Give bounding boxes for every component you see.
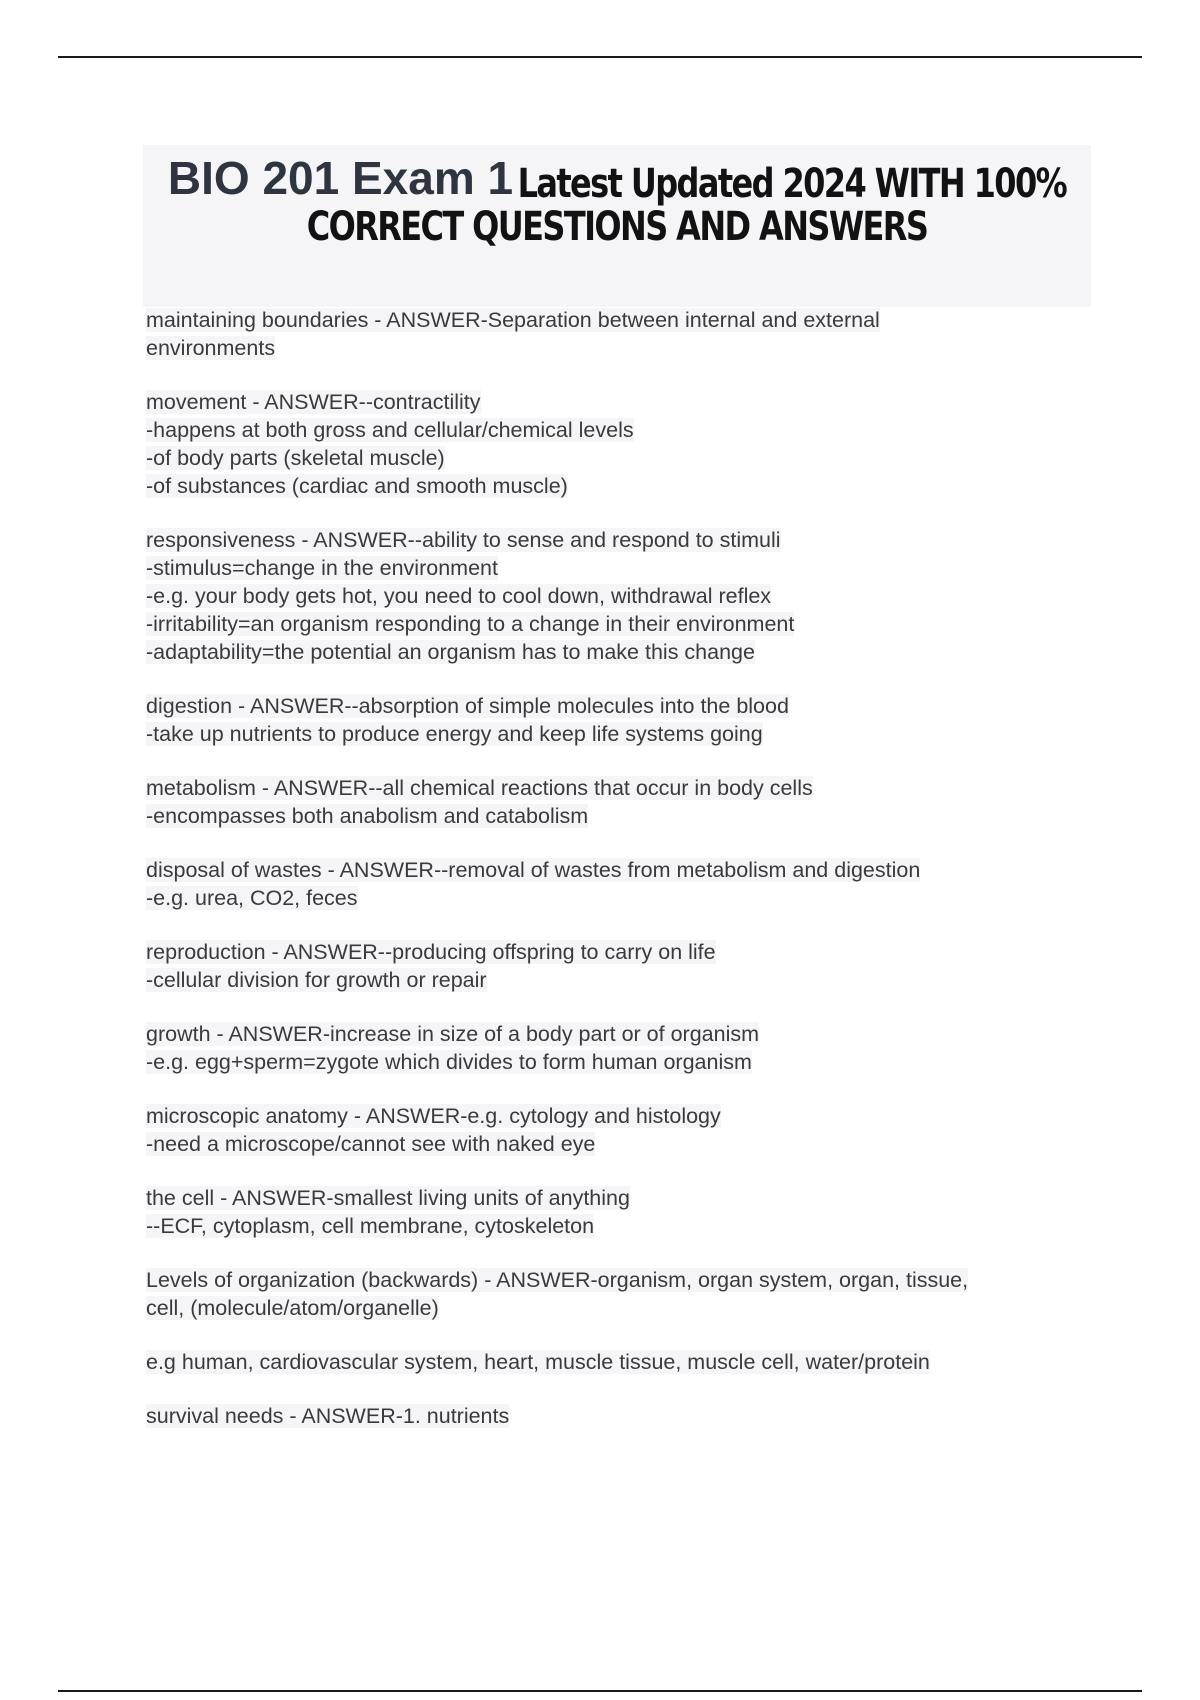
qa-entry — [146, 1402, 1086, 1430]
qa-line-text: --ECF, cytoplasm, cell membrane, cytoskeleton — [146, 1214, 595, 1238]
qa-line — [146, 802, 1086, 830]
qa-entry — [146, 1102, 1086, 1158]
qa-line — [146, 1020, 1086, 1048]
qa-line-text: growth - ANSWER-increase in size of a body part or of organism — [146, 1022, 760, 1046]
qa-line — [146, 334, 1086, 362]
qa-line-text: -of substances (cardiac and smooth muscle) — [146, 474, 568, 498]
qa-line — [146, 1348, 1086, 1376]
qa-list — [146, 306, 1086, 1456]
qa-line — [146, 306, 1086, 334]
qa-entry — [146, 856, 1086, 912]
qa-line — [146, 1130, 1086, 1158]
qa-entry — [146, 774, 1086, 830]
qa-line-text: -e.g. your body gets hot, you need to cool down, withdrawal reflex — [146, 584, 772, 608]
qa-entry — [146, 526, 1086, 666]
qa-line — [146, 966, 1086, 994]
title-subtitle-continued: CORRECT QUESTIONS AND ANSWERS — [306, 202, 928, 250]
title-subtitle: Latest Updated 2024 WITH 100% — [517, 159, 1067, 207]
qa-line — [146, 1102, 1086, 1130]
qa-line — [146, 416, 1086, 444]
qa-line — [146, 774, 1086, 802]
qa-line — [146, 638, 1086, 666]
qa-line — [146, 692, 1086, 720]
qa-line-text: -irritability=an organism responding to a change in their environment — [146, 612, 795, 636]
qa-entry — [146, 306, 1086, 362]
qa-line-text: -stimulus=change in the environment — [146, 556, 498, 580]
qa-line-text: the cell - ANSWER-smallest living units of anything — [146, 1186, 630, 1210]
qa-line — [146, 720, 1086, 748]
qa-entry — [146, 1184, 1086, 1240]
qa-line — [146, 1294, 1086, 1322]
qa-line-text: -take up nutrients to produce energy and keep life systems going — [146, 722, 763, 746]
bottom-rule — [58, 1690, 1142, 1692]
qa-line-text: -need a microscope/cannot see with naked eye — [146, 1132, 596, 1156]
qa-line — [146, 610, 1086, 638]
qa-line-text: -e.g. urea, CO2, feces — [146, 886, 358, 910]
qa-entry — [146, 692, 1086, 748]
qa-entry — [146, 388, 1086, 500]
qa-line — [146, 444, 1086, 472]
qa-line — [146, 1048, 1086, 1076]
qa-line-text: -e.g. egg+sperm=zygote which divides to form human organism — [146, 1050, 752, 1074]
qa-line-text: e.g human, cardiovascular system, heart, muscle tissue, muscle cell, water/protein — [146, 1350, 930, 1374]
qa-line-text: -encompasses both anabolism and catabolism — [146, 804, 589, 828]
title-banner — [143, 145, 1091, 307]
qa-line — [146, 554, 1086, 582]
qa-line-text: digestion - ANSWER--absorption of simple molecules into the blood — [146, 694, 789, 718]
qa-entry — [146, 938, 1086, 994]
title-line-1 — [143, 151, 1091, 205]
qa-line — [146, 526, 1086, 554]
qa-line-text: -cellular division for growth or repair — [146, 968, 487, 992]
qa-line-text: metabolism - ANSWER--all chemical reactions that occur in body cells — [146, 776, 813, 800]
qa-line-text: reproduction - ANSWER--producing offspring to carry on life — [146, 940, 716, 964]
qa-entry — [146, 1266, 1086, 1322]
qa-line — [146, 582, 1086, 610]
qa-line-text: maintaining boundaries - ANSWER-Separation between internal and external — [146, 308, 880, 332]
qa-entry — [146, 1020, 1086, 1076]
qa-line — [146, 1266, 1086, 1294]
qa-line — [146, 856, 1086, 884]
qa-line-text: -adaptability=the potential an organism has to make this change — [146, 640, 755, 664]
qa-line — [146, 472, 1086, 500]
top-rule — [58, 56, 1142, 58]
qa-line-text: responsiveness - ANSWER--ability to sense and respond to stimuli — [146, 528, 781, 552]
qa-line — [146, 1402, 1086, 1430]
qa-line-text: -happens at both gross and cellular/chemical levels — [146, 418, 634, 442]
course-title: BIO 201 Exam 1 — [167, 152, 514, 204]
qa-line — [146, 1212, 1086, 1240]
qa-line-text: microscopic anatomy - ANSWER-e.g. cytology and histology — [146, 1104, 721, 1128]
qa-line — [146, 884, 1086, 912]
qa-line-text: survival needs - ANSWER-1. nutrients — [146, 1404, 510, 1428]
qa-line-text: -of body parts (skeletal muscle) — [146, 446, 445, 470]
qa-line-text: Levels of organization (backwards) - ANSWER-organism, organ system, organ, tissue, — [146, 1268, 969, 1292]
qa-line — [146, 1184, 1086, 1212]
qa-line — [146, 938, 1086, 966]
qa-line — [146, 388, 1086, 416]
title-line-2 — [143, 202, 1091, 250]
qa-line-text: environments — [146, 336, 276, 360]
qa-line-text: disposal of wastes - ANSWER--removal of wastes from metabolism and digestion — [146, 858, 921, 882]
qa-entry — [146, 1348, 1086, 1376]
qa-line-text: cell, (molecule/atom/organelle) — [146, 1296, 439, 1320]
qa-line-text: movement - ANSWER--contractility — [146, 390, 481, 414]
